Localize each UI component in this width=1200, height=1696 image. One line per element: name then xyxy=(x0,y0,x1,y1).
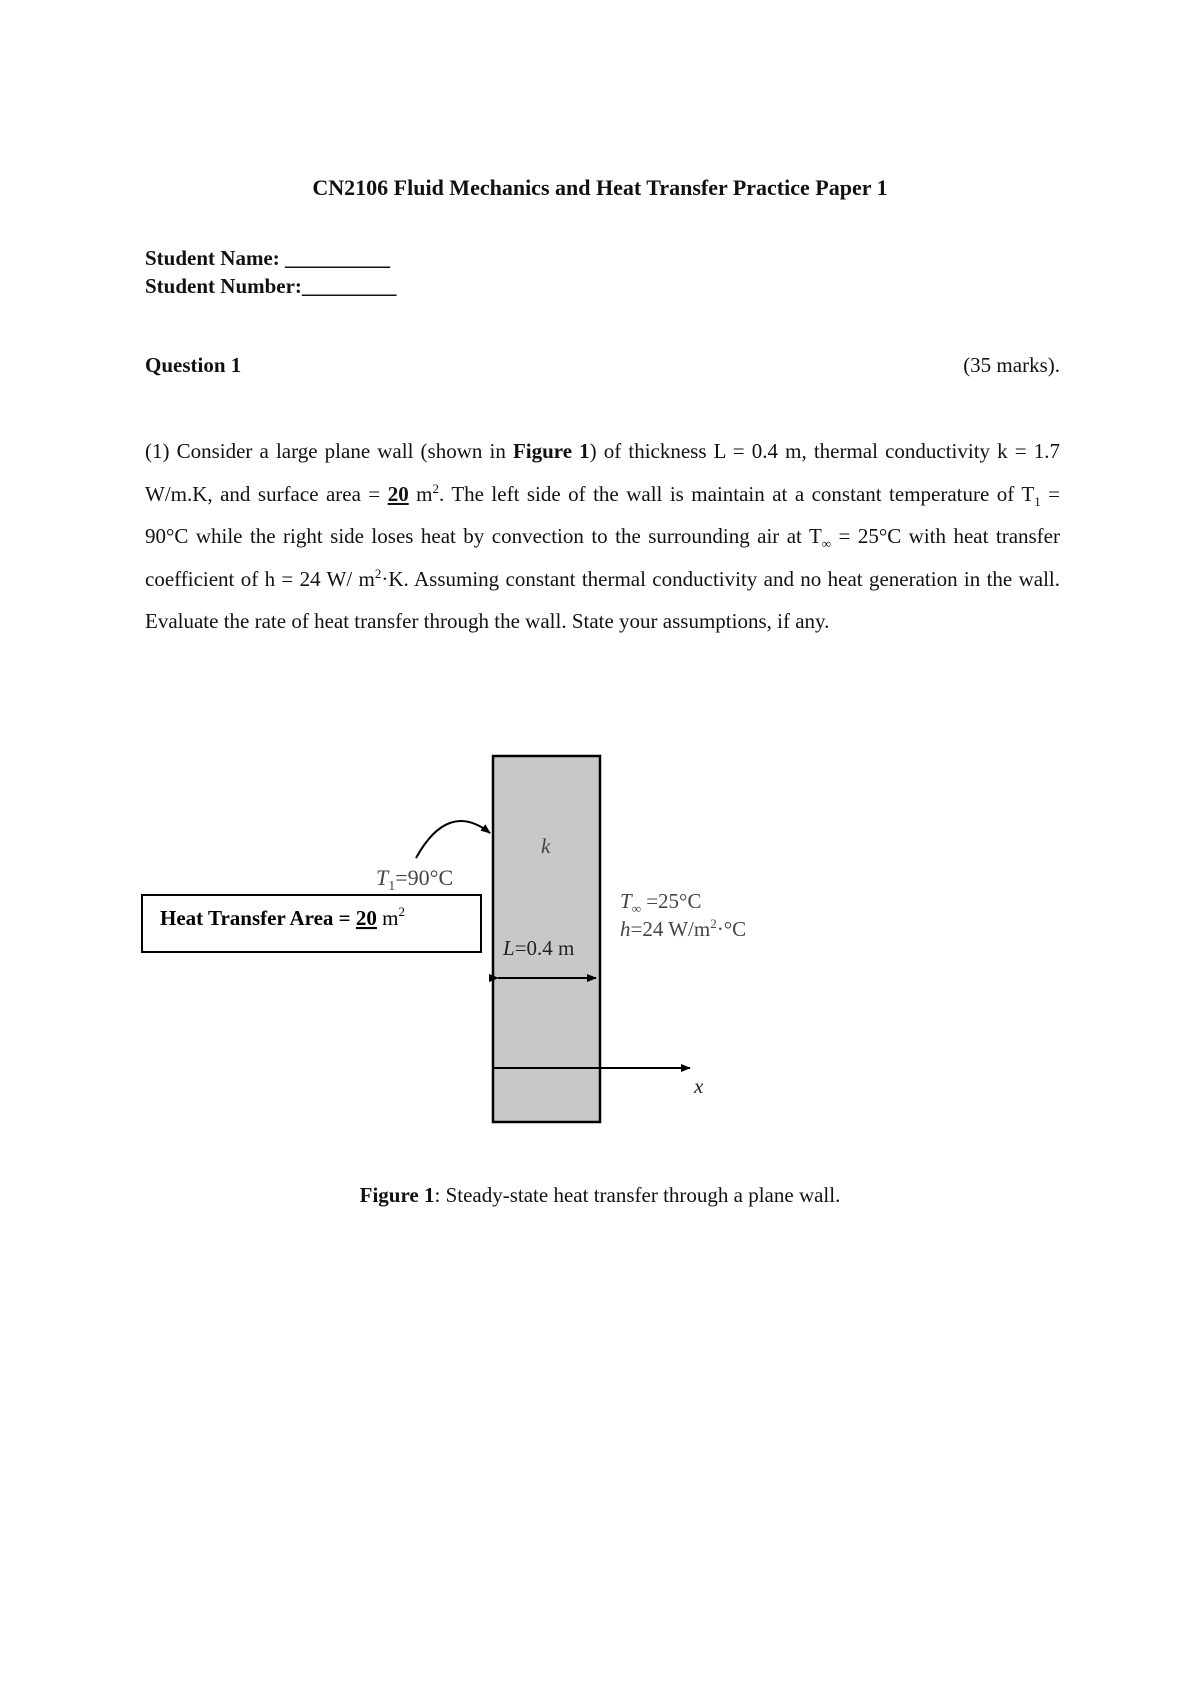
figure-reference: Figure 1 xyxy=(512,439,590,463)
heat-transfer-area-label: Heat Transfer Area = 20 $m^2$ xyxy=(160,904,405,930)
figure-caption: Figure 1: Steady-state heat transfer through a plane wall. xyxy=(359,1183,841,1207)
student-name-field: Student Name: __________ xyxy=(145,246,390,270)
question-heading: Question 1 xyxy=(145,353,242,377)
tinf-label: $T_\infty =25^\circ C$ xyxy=(620,889,702,916)
x-axis-label: x xyxy=(694,1074,704,1098)
conductivity-label: k xyxy=(541,834,551,858)
page-title: CN2106 Fluid Mechanics and Heat Transfer Practice Paper 1 xyxy=(312,175,888,200)
question-text: (1) Consider a large plane wall (shown in Figure 1) of thickness L = 0.4 m, thermal conductivity k = 1.7 W/m.K, and surface area = 20 $m^2$. The left side of the wall is maintain at a constant temperature of $T_1 = 90^\circ C$ while the right side loses heat by convection to the surrounding air at $T_\infty = 25^\circ C$ with heat transfer coefficient of h = 24 W/ $m^2\cdot K$. Assuming constant thermal conductivity and no heat generation in the wall. Evaluate the rate of heat transfer through the wall. State your assumptions, if any. xyxy=(145,439,1060,633)
thickness-label: L=0.4 m xyxy=(503,936,575,960)
h-label: h=24 $W/m^2\cdot^\circ C$ xyxy=(620,916,747,941)
student-number-field: Student Number:_________ xyxy=(145,274,397,298)
curved-arrow-icon xyxy=(416,821,490,858)
t1-label: $T_1=90^\circ C$ xyxy=(376,865,454,894)
question-marks: (35 marks). xyxy=(963,353,1060,377)
